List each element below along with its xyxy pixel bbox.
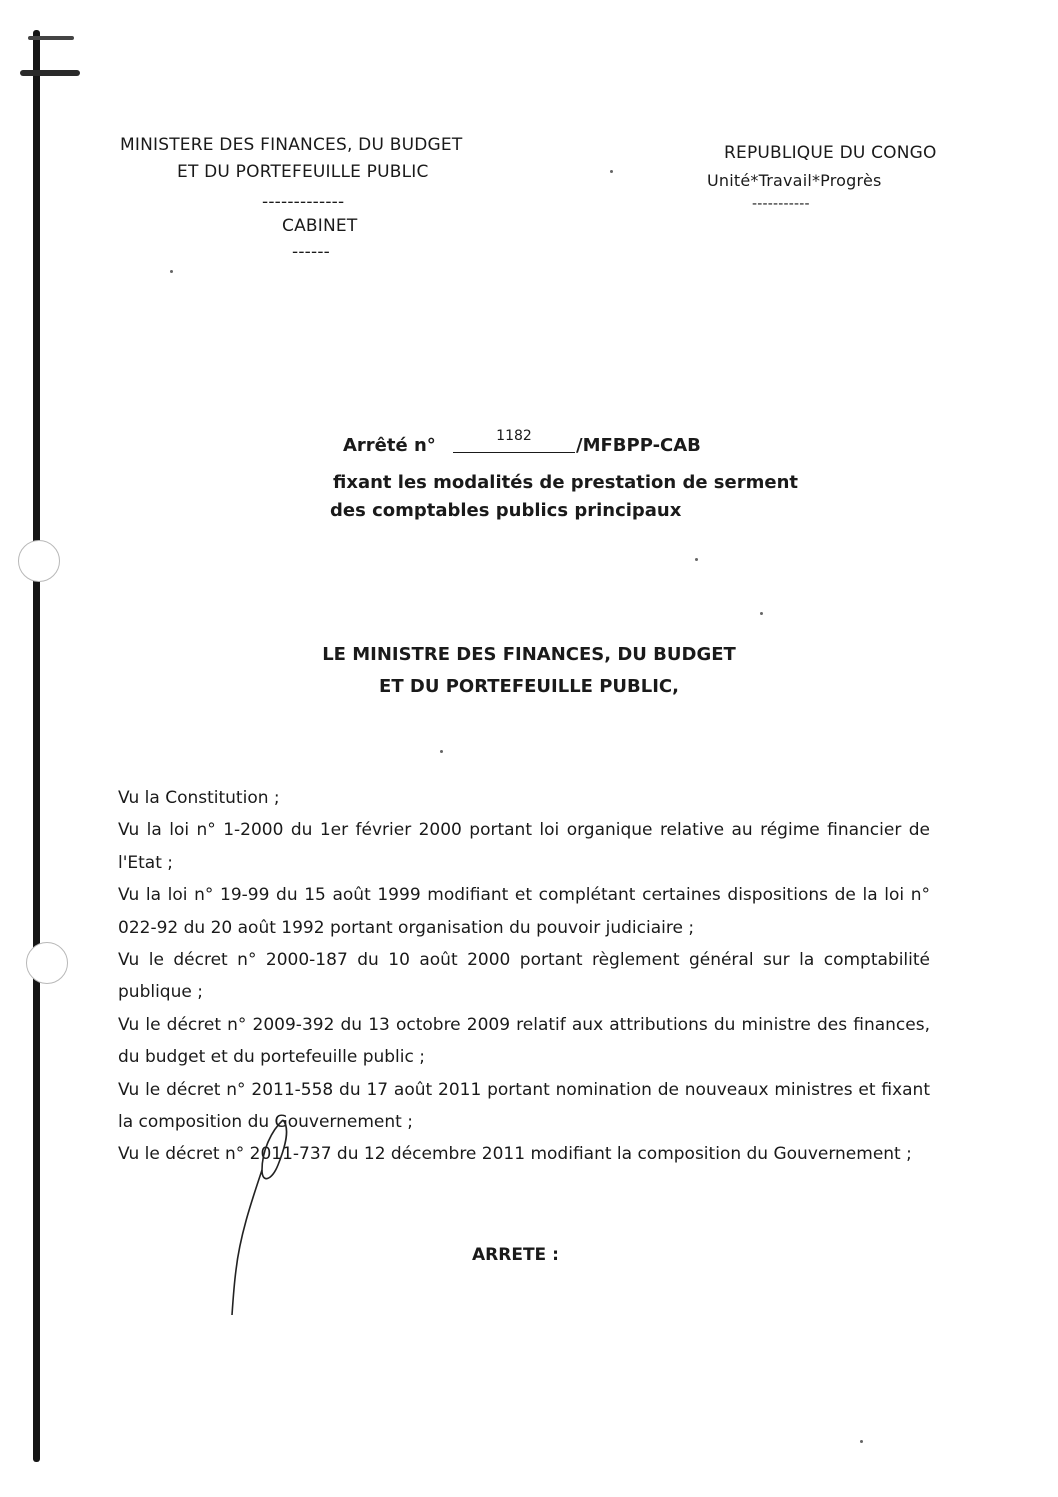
visa-item: Vu le décret n° 2011-558 du 17 août 2011 portant nomination de nouveaux ministres et fixant la composition du Gouvernement ; bbox=[118, 1079, 930, 1133]
decree-subject-line2: des comptables publics principaux bbox=[330, 500, 682, 521]
minister-title-line2: ET DU PORTEFEUILLE PUBLIC, bbox=[379, 676, 679, 697]
visa-item: Vu le décret n° 2011-737 du 12 décembre 2011 modifiant la composition du Gouvernement ; bbox=[118, 1144, 912, 1165]
scan-speck bbox=[760, 612, 763, 615]
decree-suffix: /MFBPP-CAB bbox=[576, 435, 701, 456]
cabinet-separator: ------ bbox=[292, 242, 331, 262]
decree-number: 1182 bbox=[453, 428, 575, 453]
visa-item: Vu le décret n° 2009-392 du 13 octobre 2009 relatif aux attributions du ministre des finances, du budget et du portefeuille public ; bbox=[118, 1014, 930, 1068]
cabinet-label: CABINET bbox=[282, 216, 358, 236]
scan-speck bbox=[440, 750, 443, 753]
republic-separator: ----------- bbox=[752, 196, 810, 212]
scan-speck bbox=[170, 270, 173, 273]
visa-item: Vu la loi n° 1-2000 du 1er février 2000 portant loi organique relative au régime financier de l'Etat ; bbox=[118, 820, 930, 873]
visa-item: Vu la loi n° 19-99 du 15 août 1999 modifiant et complétant certaines dispositions de la loi n° 022-92 du 20 août 1992 portant organisation du pouvoir judiciaire ; bbox=[118, 885, 930, 938]
scan-speck bbox=[610, 170, 613, 173]
republic-name: REPUBLIQUE DU CONGO bbox=[724, 143, 937, 163]
ministry-name-line1: MINISTERE DES FINANCES, DU BUDGET bbox=[120, 135, 463, 155]
scan-speck bbox=[695, 558, 698, 561]
arrete-heading: ARRETE : bbox=[472, 1245, 559, 1265]
minister-title-line1: LE MINISTRE DES FINANCES, DU BUDGET bbox=[322, 644, 736, 665]
ministry-name-line2: ET DU PORTEFEUILLE PUBLIC bbox=[177, 162, 429, 182]
header-separator: ------------- bbox=[262, 192, 345, 212]
decree-prefix: Arrêté n° bbox=[343, 435, 436, 456]
decree-subject-line1: fixant les modalités de prestation de serment bbox=[333, 472, 798, 493]
republic-motto: Unité*Travail*Progrès bbox=[707, 171, 882, 190]
scan-speck bbox=[860, 1440, 863, 1443]
visa-item: Vu le décret n° 2000-187 du 10 août 2000 portant règlement général sur la comptabilité publique ; bbox=[118, 950, 930, 1003]
visa-item: Vu la Constitution ; bbox=[118, 788, 280, 808]
